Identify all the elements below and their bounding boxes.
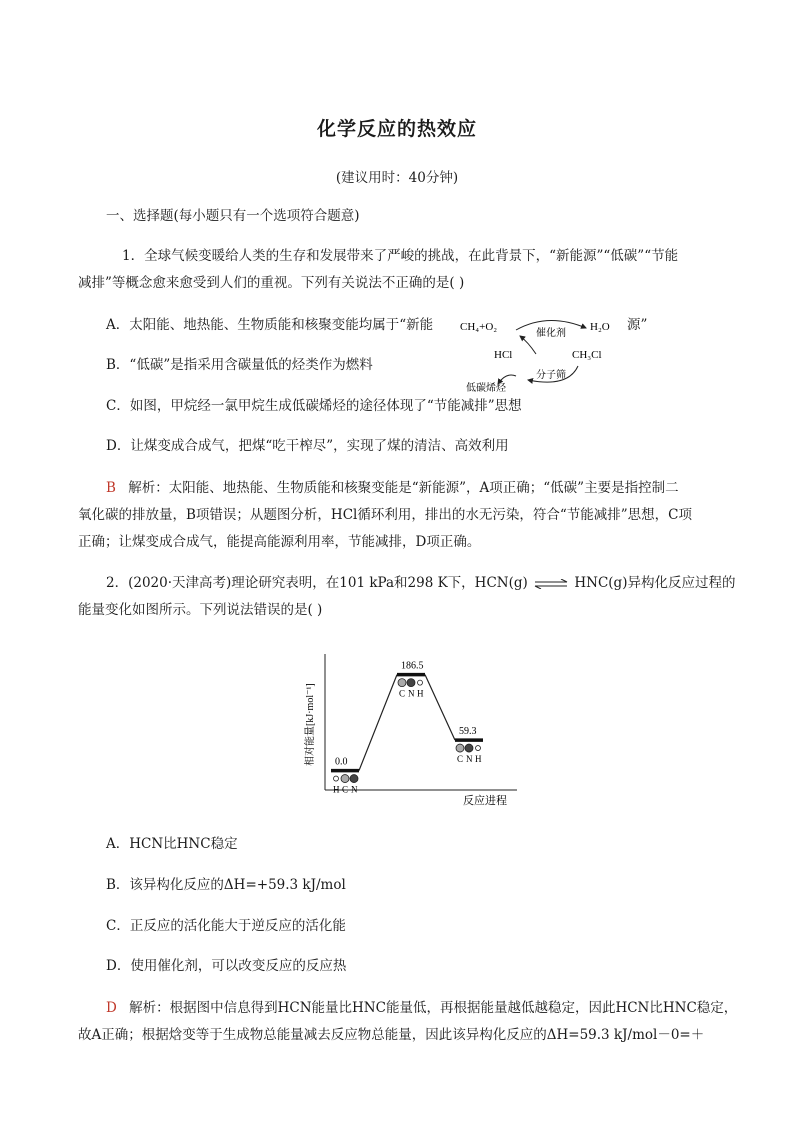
q1-analysis-line3: 正确；让煤变成合成气，能提高能源利用率，节能减排，D项正确。 (78, 534, 481, 550)
diagram-sieve: 分子筛 (536, 370, 566, 381)
energy-value-label: 186.5 (401, 660, 424, 672)
q1-analysis-line1 (106, 478, 679, 498)
atom-ball (418, 680, 423, 685)
q2-option-a: A．HCN比HNC稳定 (106, 836, 238, 852)
diagram-arrow-left (520, 336, 536, 354)
y-axis-label: 相对能量[kJ·mol⁻¹] (305, 683, 316, 766)
q2-option-d: D．使用催化剂，可以改变反应的反应热 (106, 958, 347, 974)
atom-ball (341, 775, 349, 783)
atom-ball (334, 776, 339, 781)
energy-value-label: 0.0 (335, 756, 348, 768)
diagram-reactants: CH₄+O₂ (460, 321, 498, 333)
energy-levels (331, 661, 483, 795)
x-axis-label: 反应进程 (463, 795, 507, 807)
q2-analysis-line1 (106, 998, 737, 1018)
atom-label: N (351, 784, 358, 795)
equilibrium-arrow-icon (533, 579, 569, 589)
energy-profile-chart (295, 646, 525, 811)
atom-ball (398, 679, 406, 687)
diagram-water: H₂O (590, 321, 610, 333)
q1-option-c: C．如图，甲烷经一氯甲烷生成低碳烯烃的途径体现了“节能减排”思想 (106, 398, 522, 414)
atom-label: C (457, 754, 464, 765)
q1-option-d: D．让煤变成合成气，把煤“吃干榨尽”，实现了煤的清洁、高效利用 (106, 438, 509, 454)
q1-stem-line2: 减排”等概念愈来愈受到人们的重视。下列有关说法不正确的是( ) (78, 275, 465, 291)
q1-analysis-text: 解析：太阳能、地热能、生物质能和核聚变能是“新能源”，A项正确；“低碳”主要是指控制二 (128, 480, 679, 496)
diagram-chloromethane: CH₃Cl (572, 349, 602, 361)
atom-label: N (408, 688, 415, 699)
q2-stem-line2: 能量变化如图所示。下列说法错误的是( ) (78, 602, 323, 618)
atom-label: N (466, 754, 473, 765)
q2-answer: D (106, 1000, 117, 1016)
energy-curve (359, 675, 455, 771)
q1-answer: B (106, 480, 116, 496)
q2-analysis-line2: 故A正确；根据焓变等于生成物总能量减去反应物总能量，因此该异构化反应的ΔH=59.3 kJ/mol－0=＋ (78, 1027, 705, 1043)
q1-option-a: A．太阳能、地热能、生物质能和核聚变能均属于“新能 (106, 317, 434, 333)
q2-stem-line1 (106, 573, 735, 593)
q1-stem-line1: 1．全球气候变暖给人类的生存和发展带来了严峻的挑战，在此背景下，“新能源”“低碳”“节能 (122, 248, 679, 264)
section-heading: 一、选择题(每小题只有一个选项符合题意) (106, 208, 360, 224)
atom-ball (476, 746, 481, 751)
atom-ball (350, 775, 358, 783)
q1-analysis-line2: 氧化碳的排放量，B项错误；从题图分析，HCl循环利用，排出的水无污染，符合“节能减排”思想，C项 (78, 507, 692, 523)
atom-label: H (475, 754, 482, 765)
q2-stem-part2: HNC(g)异构化反应过程的 (574, 575, 736, 591)
atom-ball (456, 744, 464, 752)
diagram-catalyst: 催化剂 (536, 328, 566, 339)
q1-option-b: B．“低碳”是指采用含碳量低的烃类作为燃料 (106, 357, 373, 373)
atom-ball (407, 679, 415, 687)
page-title: 化学反应的热效应 (316, 118, 477, 140)
suggested-time: (建议用时：40分钟) (335, 170, 459, 186)
atom-label: H (333, 784, 340, 795)
diagram-hcl: HCl (494, 349, 513, 361)
atom-label: H (417, 688, 424, 699)
atom-ball (465, 744, 473, 752)
energy-value-label: 59.3 (459, 726, 477, 738)
q1-option-a-end: 源” (627, 317, 648, 333)
q2-option-c: C．正反应的活化能大于逆反应的活化能 (106, 918, 346, 934)
diagram-product: 低碳烯烃 (466, 383, 506, 394)
methane-cycle-diagram (458, 314, 628, 396)
q2-stem-part1: 2．(2020·天津高考)理论研究表明，在101 kPa和298 K下，HCN(g) (106, 575, 528, 591)
atom-label: C (399, 688, 406, 699)
q2-option-b: B．该异构化反应的ΔH=+59.3 kJ/mol (106, 877, 346, 893)
q2-analysis-text: 解析：根据图中信息得到HCN能量比HNC能量低，再根据能量越低越稳定，因此HCN比HNC稳定， (129, 1000, 738, 1016)
atom-label: C (342, 784, 349, 795)
